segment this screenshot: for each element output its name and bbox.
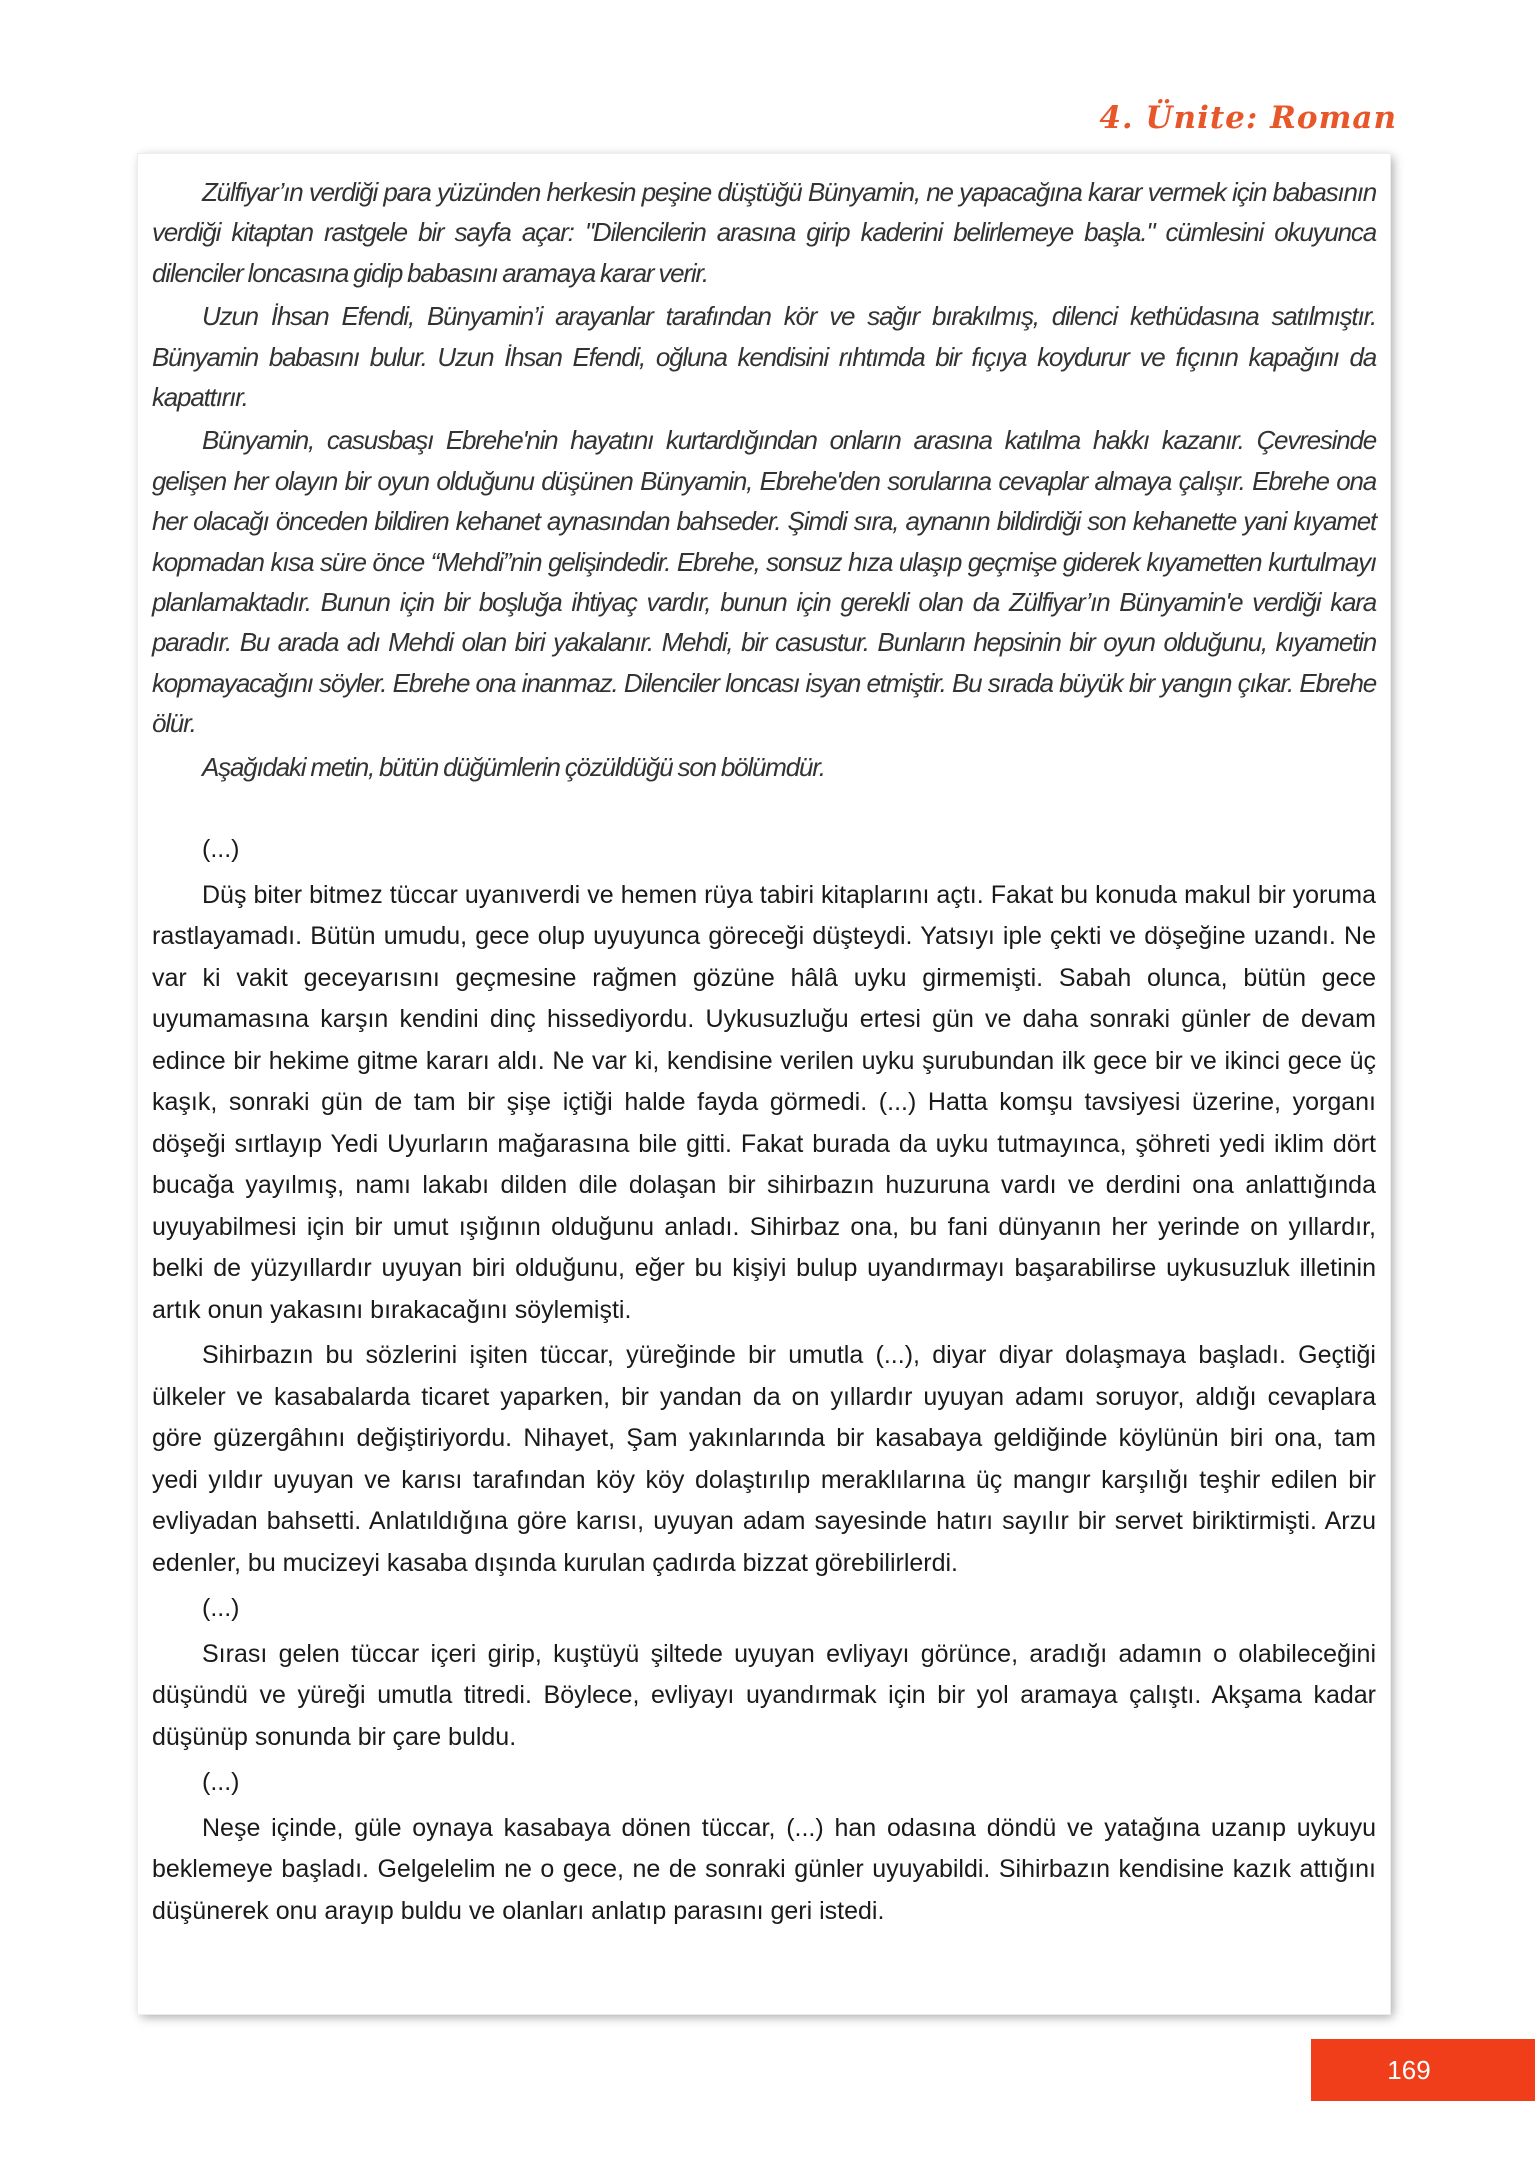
story-excerpt [152,829,1376,1932]
summary-paragraph: Bünyamin, casusbaşı Ebrehe'nin hayatını kurtardığından onların arasına katılma hakkı kazanır. Çevresinde gelişen her olayın bir oyun olduğunu düşünen Bünyamin, Ebrehe'den sorularına cevaplar almaya çalışır. Ebrehe ona her olacağı önceden bildiren kehanet aynasından bahseder. Şimdi sıra, aynanın bildirdiği son kehanette yani kıyamet kopmadan kısa süre önce “Mehdi”nin gelişindedir. Ebrehe, sonsuz hıza ulaşıp geçmişe giderek kıyametten kurtulmayı planlamaktadır. Bunun için bir boşluğa ihtiyaç vardır, bunun için gerekli olan da Zülfiyar’ın Bünyamin'e verdiği kara paradır. Bu arada adı Mehdi olan biri yakalanır. Mehdi, bir casustur. Bunların hepsinin bir oyun olduğunu, kıyametin kopmayacağını söyler. Ebrehe ona inanmaz. Dilenciler loncası isyan etmiştir. Bu sırada büyük bir yangın çıkar. Ebrehe ölür. [152,425,1376,739]
summary-intro-line: Aşağıdaki metin, bütün düğümlerin çözüldüğü son bölümdür. [202,751,825,782]
story-paragraph: Düş biter bitmez tüccar uyanıverdi ve hemen rüya tabiri kitaplarını açtı. Fakat bu konuda makul bir yoruma rastlayamadı. Bütün umudu, gece olup uyuyunca göreceği düşteydi. Yatsıyı iple çekti ve döşeğine uzandı. Ne var ki vakit geceyarısını geçmesine rağmen gözüne hâlâ uyku girmemişti. Sabah olunca, bütün gece uyumamasına karşın kendini dinç hissediyordu. Uykusuzluğu ertesi gün ve daha sonraki günler de devam edince bir hekime gitme kararı aldı. Ne var ki, kendisine verilen uyku şurubundan ilk gece bir ve ikinci gece üç kaşık, sonraki gün de tam bir şişe içtiği halde fayda görmedi. (...) Hatta komşu tavsiyesi üzerine, yorganı döşeği sırtlayıp Yedi Uyurların mağarasına bile gitti. Fakat burada da uyku tutmayınca, şöhreti yedi iklim dört bucağa yayılmış, namı lakabı dilden dile dolaşan bir sihirbazın huzuruna vardı ve derdini ona anlattığında uyuyabilmesi için bir umut ışığının olduğunu anladı. Sihirbaz ona, bu fani dünyanın her yerinde on yıllardır, belki de yüzyıllardır uyuyan biri olduğunu, eğer bu kişiyi bulup uyandırmayı başarabilirse uykusuzluk illetinin artık onun yakasını bırakacağını söylemişti. [152,880,1376,1324]
plot-summary [152,172,1376,787]
page-number-badge: 169 [1311,2039,1535,2101]
ellipsis-marker: (...) [202,835,240,864]
reading-card [138,154,1390,2014]
ellipsis-marker: (...) [202,1594,240,1623]
summary-paragraph: Zülfiyar’ın verdiği para yüzünden herkesin peşine düştüğü Bünyamin, ne yapacağına karar vermek için babasının verdiği kitaptan rastgele bir sayfa açar: "Dilencilerin arasına girip kaderini belirlemeye başla." cümlesini okuyunca dilenciler loncasına gidip babasını aramaya karar verir. [152,177,1376,288]
unit-title: 4. Ünite: Roman [1099,100,1397,136]
story-paragraph: Neşe içinde, güle oynaya kasabaya dönen tüccar, (...) han odasına döndü ve yatağına uzanıp uykuyu beklemeye başladı. Gelgelelim ne o gece, ne de sonraki günler uyuyabildi. Sihirbazın kendisine kazık attığını düşünerek onu arayıp buldu ve olanları anlatıp parasını geri istedi. [152,1813,1376,1925]
story-paragraph: Sırası gelen tüccar içeri girip, kuştüyü şiltede uyuyan evliyayı görünce, aradığı adamın o olabileceğini düşündü ve yüreği umutla titredi. Böylece, evliyayı uyandırmak için bir yol aramaya çalıştı. Akşama kadar düşünüp sonunda bir çare buldu. [152,1639,1376,1751]
reading-content [152,172,1376,1936]
ellipsis-marker: (...) [202,1768,240,1797]
story-paragraph: Sihirbazın bu sözlerini işiten tüccar, yüreğinde bir umutla (...), diyar diyar dolaşmaya başladı. Geçtiği ülkeler ve kasabalarda ticaret yaparken, bir yandan da on yıllardır uyuyan adamı soruyor, aldığı cevaplara göre güzergâhını değiştiriyordu. Nihayet, Şam yakınlarında bir kasabaya geldiğinde köylünün biri ona, tam yedi yıldır uyuyan ve karısı tarafından köy köy dolaştırılıp meraklılarına üç mangır karşılığı teşhir edilen bir evliyadan bahsetti. Anlatıldığına göre karısı, uyuyan adam sayesinde hatırı sayılır bir servet biriktirmişti. Arzu edenler, bu mucizeyi kasaba dışında kurulan çadırda bizzat görebilirlerdi. [152,1341,1376,1577]
summary-paragraph: Uzun İhsan Efendi, Bünyamin’i arayanlar tarafından kör ve sağır bırakılmış, dilenci kethüdasına satılmıştır. Bünyamin babasını bulur. Uzun İhsan Efendi, oğluna kendisini rıhtımda bir fıçıya koydurur ve fıçının kapağını da kapattırır. [152,301,1376,413]
